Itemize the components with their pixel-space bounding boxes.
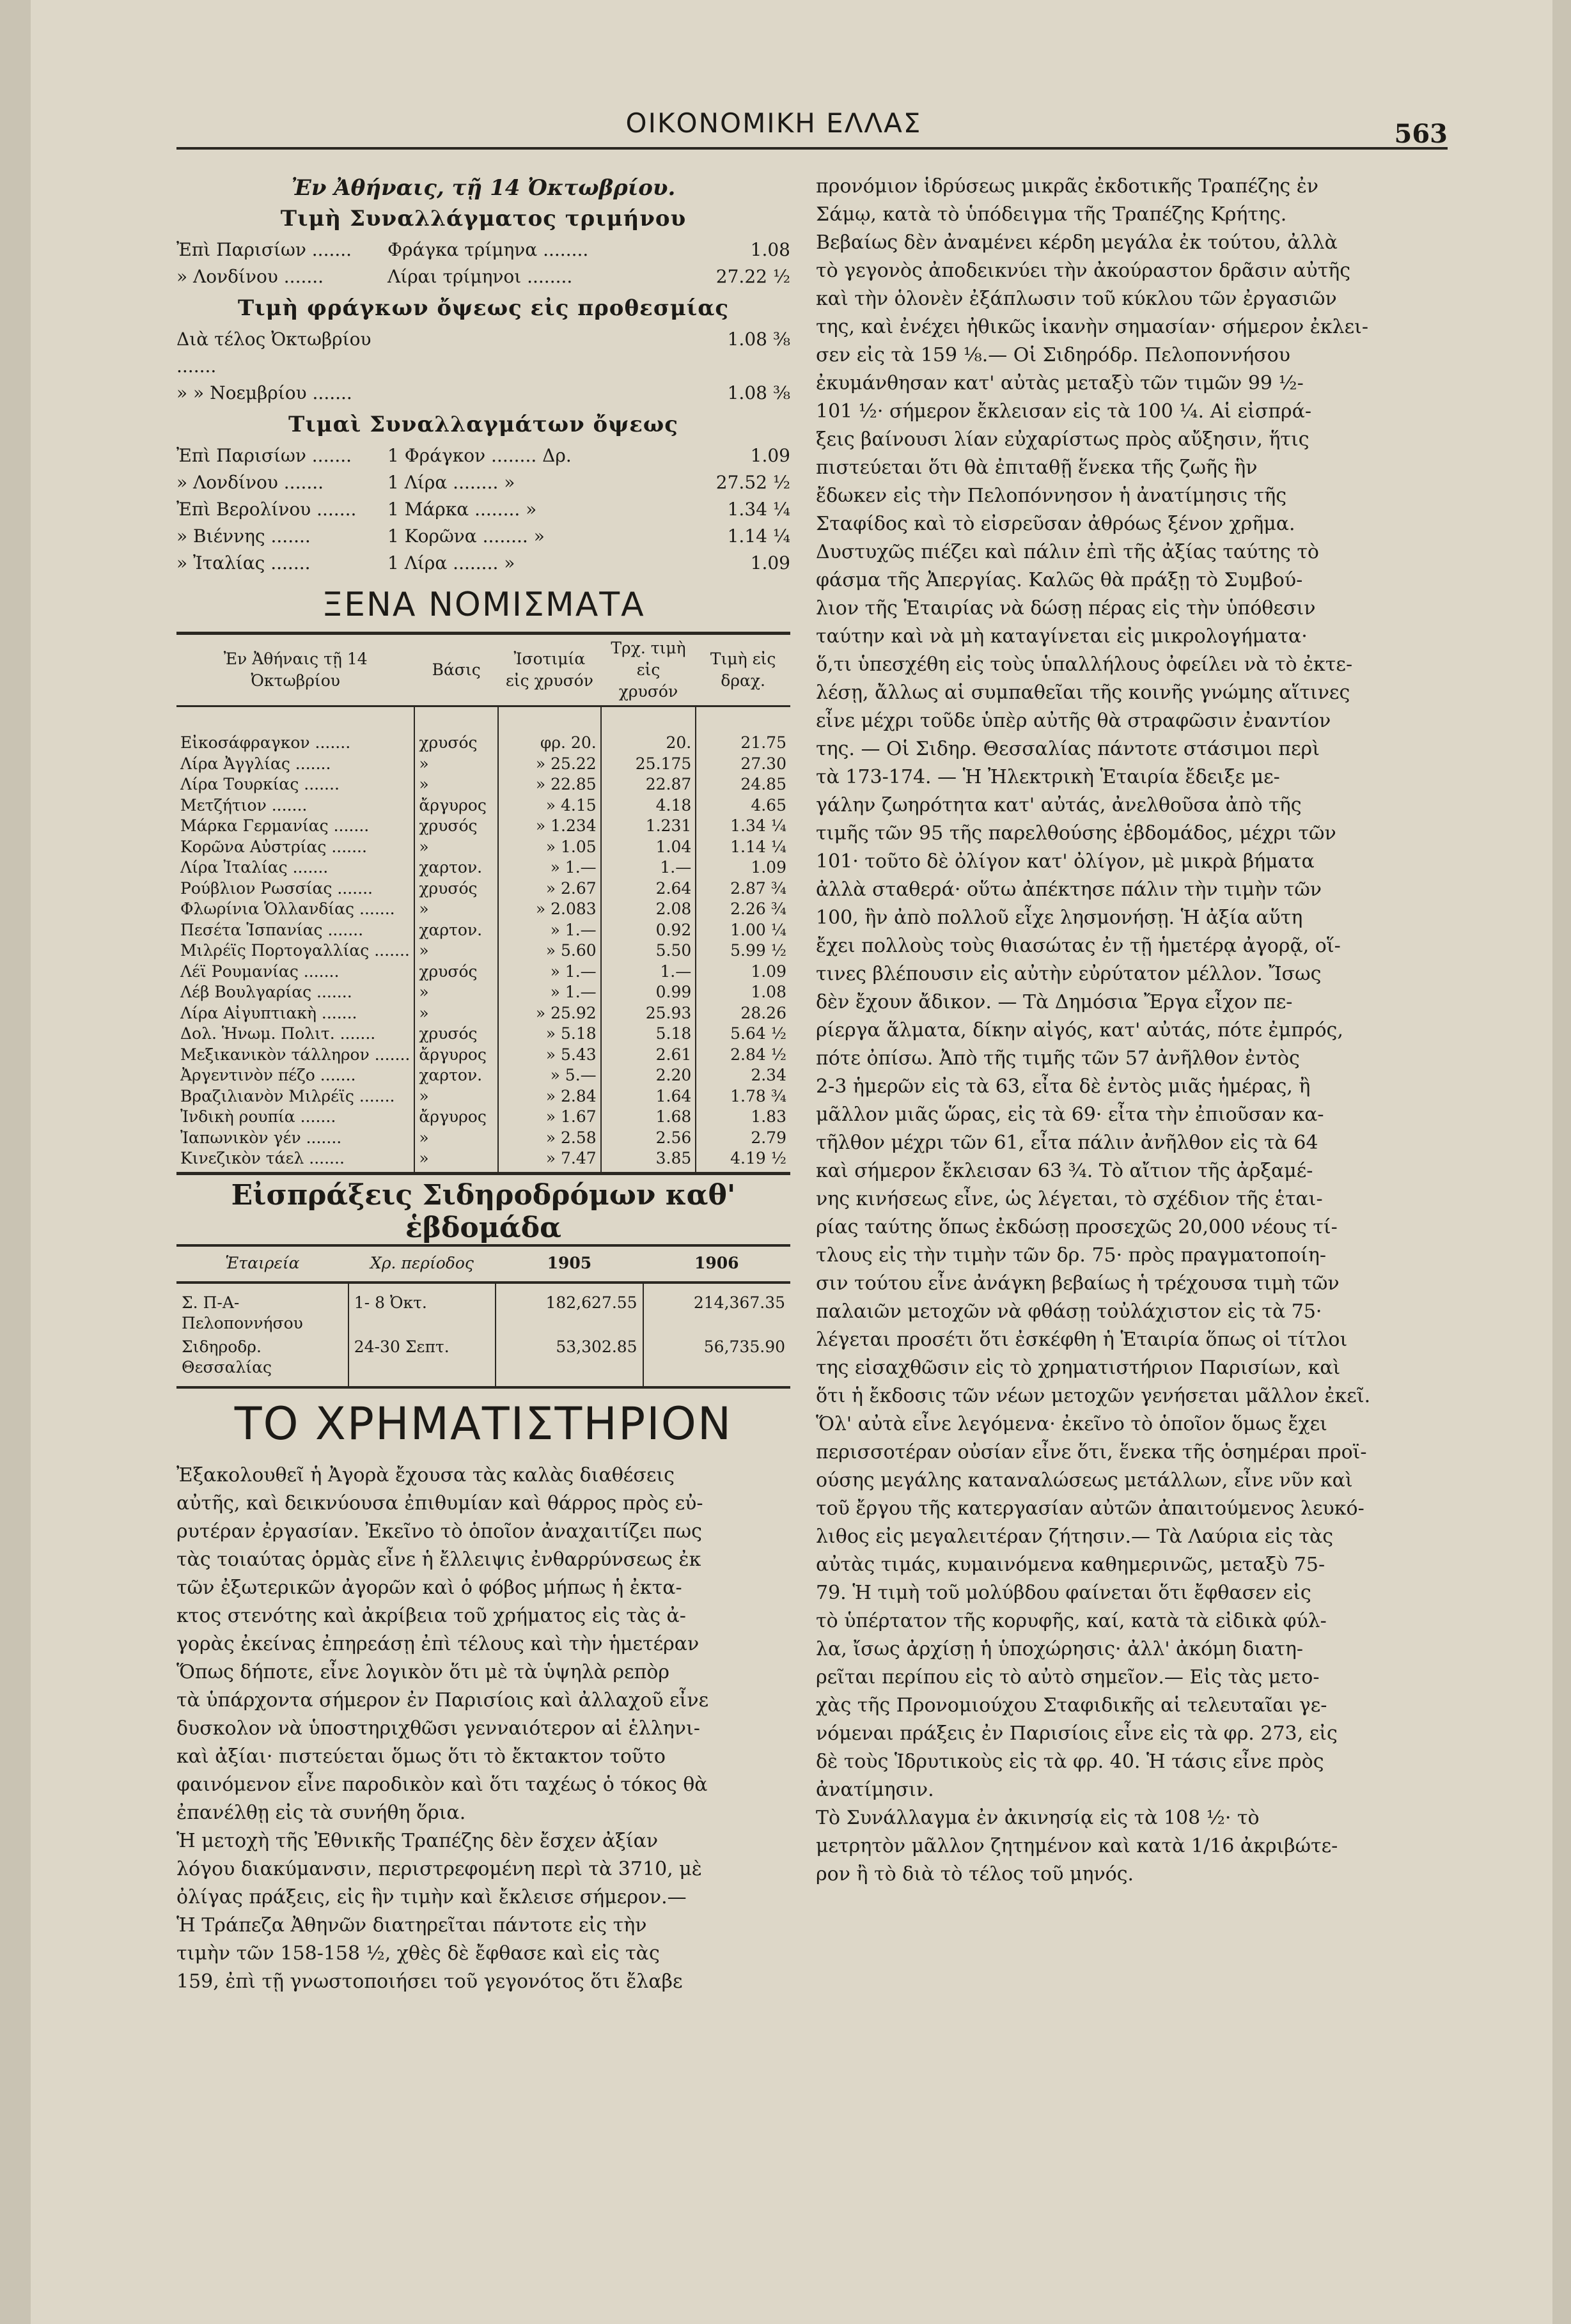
text-line: αὐτῆς, καὶ δεικνύουσα ἐπιθυμίαν καὶ θάρρος πρὸς εὐ- xyxy=(176,1492,703,1515)
table-cell: » xyxy=(414,754,498,775)
text-line: 101 ½· σήμερον ἔκλεισαν εἰς τὰ 100 ¼. Αἱ εἰσπρά- xyxy=(816,400,1312,423)
text-line: Σάμῳ, κατὰ τὸ ὑπόδειγμα τῆς Τραπέζης Κρήτης. xyxy=(816,203,1287,226)
rate-unit: 1 Κορῶνα ........ » xyxy=(387,526,545,547)
table-cell: Σ. Π-Α-Πελοποννήσου xyxy=(182,1293,303,1332)
text-line: της. — Οἱ Σιδηρ. Θεσσαλίας πάντοτε στάσιμοι περὶ xyxy=(816,738,1320,760)
rate-unit xyxy=(387,326,682,380)
text-line: ὅ,τι ὑπεσχέθη εἰς τοὺς ὑπαλλήλους ὀφείλει νὰ τὸ ἐκτε- xyxy=(816,653,1353,676)
text-line: Βεβαίως δὲν ἀναμένει κέρδη μεγάλα ἐκ τούτου, ἀλλὰ xyxy=(816,231,1338,254)
table-cell: 2.84 ½ xyxy=(696,1045,790,1066)
currency-name-cell: Ἰνδικὴ ρουπία ....... xyxy=(180,1107,336,1126)
text-line: ταύτην καὶ νὰ μὴ καταγίνεται εἰς μικρολογήματα· xyxy=(816,625,1308,648)
text-line: τοῦ ἔργου τῆς κατεργασίαν αὐτῶν ἀπαιτούμενος λευκό- xyxy=(816,1497,1364,1520)
table-cell: 2.20 xyxy=(601,1065,696,1086)
table-cell: 1.09 xyxy=(696,857,790,878)
table-cell: 1.14 ¼ xyxy=(696,837,790,858)
text-line: τὸ ὑπέρτατον τῆς κορυφῆς, καί, κατὰ τὰ εἰδικὰ φύλ- xyxy=(816,1610,1327,1632)
rate-place: » » Νοεμβρίου ....... xyxy=(176,382,352,403)
table-cell: » 1.— xyxy=(498,920,601,941)
table-cell: 2.64 xyxy=(601,878,696,900)
rate-unit: Λίραι τρίμηνοι ........ xyxy=(387,266,573,287)
table-cell: 1.04 xyxy=(601,837,696,858)
rate-value: 27.22 ½ xyxy=(715,266,790,287)
table-row xyxy=(176,1107,790,1128)
text-line: δὲν ἔχουν ἄδικον. — Τὰ Δημόσια Ἔργα εἶχον πε- xyxy=(816,991,1293,1013)
table-cell: 56,735.90 xyxy=(643,1336,790,1387)
currency-name-cell: Κινεζικὸν τάελ ....... xyxy=(180,1149,345,1167)
column-header: 1905 xyxy=(496,1245,643,1283)
currency-name-cell: Κορῶνα Αὐστρίας ....... xyxy=(180,837,367,856)
table-row xyxy=(176,816,790,837)
text-line: ἔδωκεν εἰς τὴν Πελοπόννησον ἡ ἀνατίμησις τῆς xyxy=(816,485,1287,507)
table-cell: » 1.— xyxy=(498,962,601,983)
text-line: λιον τῆς Ἑταιρίας νὰ δώσῃ πέρας εἰς τὴν ὑπόθεσιν xyxy=(816,597,1316,620)
table-cell: » 2.67 xyxy=(498,878,601,900)
table-cell: » xyxy=(414,982,498,1003)
text-line: τλους εἰς τὴν τιμὴν τῶν δρ. 75· πρὸς πραγματοποίη- xyxy=(816,1244,1327,1267)
currency-name-cell: Δολ. Ἡνωμ. Πολιτ. ....... xyxy=(180,1024,376,1043)
stock-exchange-article xyxy=(176,1462,790,1996)
rate-value: 1.08 xyxy=(750,239,790,260)
rate-row xyxy=(176,263,790,290)
text-line: τινες βλέπουσιν εἰς αὐτὴν εὐρύτατον μέλλον. Ἴσως xyxy=(816,963,1322,985)
rate-row xyxy=(387,523,790,550)
table-cell: χρυσός xyxy=(414,1024,498,1045)
rate-place: Ἐπὶ Βερολίνου ....... xyxy=(176,499,357,520)
table-cell: » 25.92 xyxy=(498,1003,601,1024)
text-line: ρίεργα ἅλματα, δίκην αἰγός, κατ' αὐτάς, πότε ἐμπρός, xyxy=(816,1019,1343,1041)
stock-exchange-title: ΤΟ ΧΡΗΜΑΤΙΣΤΗΡΙΟΝ xyxy=(234,1397,733,1450)
table-cell: φρ. 20. xyxy=(498,706,601,754)
text-line: δὲ τοὺς Ἱδρυτικοὺς εἰς τὰ φρ. 40. Ἡ τάσις εἶνε πρὸς xyxy=(816,1751,1324,1773)
table-cell: χαρτον. xyxy=(414,1065,498,1086)
sight-rates xyxy=(176,442,790,577)
table-cell: 1.83 xyxy=(696,1107,790,1128)
table-cell: » xyxy=(414,837,498,858)
text-line: τὸ γεγονὸς ἀποδεικνύει τὴν ἀκούραστον δρᾶσιν αὐτῆς xyxy=(816,260,1351,282)
text-line: Σταφίδος καὶ τὸ εἰσρεῦσαν ἀθρόως ξένον χρῆμα. xyxy=(816,513,1295,535)
text-line: γορὰς ἐκείνας ἐπηρεάσῃ ἐπὶ τέλους καὶ τὴν ἡμετέραν xyxy=(176,1632,700,1655)
table-cell: 25.175 xyxy=(601,754,696,775)
currency-name-cell: Εἰκοσάφραγκον ....... xyxy=(180,733,351,752)
text-line: τῆλθον μέχρι τῶν 61, εἶτα πάλιν ἀνῆλθον εἰς τὰ 64 xyxy=(816,1132,1318,1154)
text-line: ὀλίγας πράξεις, εἰς ἣν τιμὴν καὶ ἔκλεισε σήμερον.— xyxy=(176,1885,687,1908)
text-line: 101· τοῦτο δὲ ὀλίγον κατ' ὀλίγον, μὲ μικρὰ βήματα xyxy=(816,850,1315,873)
text-line: λιθος εἰς μεγαλειτέραν ζήτησιν.— Τὰ Λαύρια εἰς τὰς xyxy=(816,1525,1334,1548)
text-line: νης κινήσεως εἶνε, ὡς λέγεται, τὸ σχέδιον τῆς ἑται- xyxy=(816,1188,1323,1210)
table-cell: » 2.083 xyxy=(498,899,601,920)
text-line: της, καὶ ἐνέχει ἠθικῶς ἱκανὴν σημασίαν· σήμερον ἐκλει- xyxy=(816,316,1369,338)
sight-rate-values xyxy=(387,442,790,577)
foreign-currency-table xyxy=(176,632,790,1172)
table-cell: 24.85 xyxy=(696,774,790,795)
table-cell: 2.61 xyxy=(601,1045,696,1066)
text-line: τιμῆς τῶν 95 τῆς παρελθούσης ἑβδομάδος, μέχρι τῶν xyxy=(816,822,1336,845)
text-line: καὶ τὴν ὁλονὲν ἐξάπλωσιν τοῦ κύκλου τῶν ἐργασιῶν xyxy=(816,288,1337,310)
table-cell: » 2.58 xyxy=(498,1128,601,1149)
rate-unit: Φράγκα τρίμηνα ........ xyxy=(387,239,589,260)
currency-name-cell: Μετζήτιον ....... xyxy=(180,795,308,815)
table-cell: » 1.234 xyxy=(498,816,601,837)
text-line: ξεις βαίνουσι λίαν εὐχαρίστως πρὸς αὔξησιν, ἥτις xyxy=(816,428,1309,451)
table-cell: 1.09 xyxy=(696,962,790,983)
newspaper-page xyxy=(31,0,1552,2324)
right-column xyxy=(816,173,1448,1889)
table-cell: 1- 8 Ὀκτ. xyxy=(348,1283,496,1336)
text-line: ἔχει πολλοὺς τοὺς θιασώτας ἐν τῇ ἡμετέρᾳ ἀγορᾷ, οἵ- xyxy=(816,935,1341,957)
rate-unit: 1 Λίρα ........ » xyxy=(387,472,515,493)
text-line: 79. Ἡ τιμὴ τοῦ μολύβδου φαίνεται ὅτι ἔφθασεν εἰς xyxy=(816,1582,1311,1604)
text-line: ρεῖται περίπου εἰς τὸ αὐτὸ σημεῖον.— Εἰς τὰς μετο- xyxy=(816,1666,1320,1688)
table-cell: 5.64 ½ xyxy=(696,1024,790,1045)
rate-place: » Λονδίνου ....... xyxy=(176,472,324,493)
text-line: μετρητὸν μᾶλλον ζητημένον καὶ κατὰ 1/16 ἀκριβώτε- xyxy=(816,1835,1338,1857)
table-cell: χρυσός xyxy=(414,962,498,983)
article-continuation xyxy=(816,173,1448,1889)
currency-name-cell: Μεξικανικὸν τάλληρον ....... xyxy=(180,1045,410,1064)
table-cell: 2.34 xyxy=(696,1065,790,1086)
table-row xyxy=(176,1148,790,1172)
currency-name-cell: Λίρα Τουρκίας ....... xyxy=(180,775,340,793)
table-row xyxy=(176,1003,790,1024)
text-line: καὶ ἀξίαι· πιστεύεται ὅμως ὅτι τὸ ἔκτακτον τοῦτο xyxy=(176,1745,666,1768)
text-line: ἐκυμάνθησαν κατ' αὐτὰς μεταξὺ τῶν τιμῶν 99 ½- xyxy=(816,372,1304,394)
text-line: τὰ 173-174. — Ἡ Ἠλεκτρικὴ Ἑταιρία ἔδειξε με- xyxy=(816,766,1280,788)
table-cell: ἄργυρος xyxy=(414,795,498,816)
rate-row xyxy=(387,496,790,523)
text-line: Ἡ μετοχὴ τῆς Ἐθνικῆς Τραπέζης δὲν ἔσχεν ἀξίαν xyxy=(176,1829,659,1852)
table-cell: 1.231 xyxy=(601,816,696,837)
rate-place: Διὰ τέλος Ὀκτωβρίου ....... xyxy=(176,329,371,377)
text-line: τῶν ἐξωτερικῶν ἀγορῶν καὶ ὁ φόβος μήπως ἡ ἐκτα- xyxy=(176,1576,682,1599)
rate-row xyxy=(387,550,790,577)
text-line: Ἐξακολουθεῖ ἡ Ἀγορὰ ἔχουσα τὰς καλὰς διαθέσεις xyxy=(176,1463,675,1486)
table-cell: » 22.85 xyxy=(498,774,601,795)
rate-value: 1.09 xyxy=(750,552,790,573)
table-cell: 20. xyxy=(601,706,696,754)
rate-unit: 1 Φράγκον ........ Δρ. xyxy=(387,445,572,466)
text-line: πότε ὀπίσω. Ἀπὸ τῆς τιμῆς τῶν 57 ἀνῆλθον ἐντὸς xyxy=(816,1047,1300,1070)
table-cell: 0.99 xyxy=(601,982,696,1003)
table-cell: » xyxy=(414,1128,498,1149)
currency-name-cell: Βραζιλιανὸν Μιλρέϊς ....... xyxy=(180,1086,395,1105)
table-cell: 24-30 Σεπτ. xyxy=(348,1336,496,1387)
currency-name-cell: Λέβ Βουλγαρίας ....... xyxy=(180,983,352,1001)
rate-row xyxy=(176,326,790,380)
table-cell: » xyxy=(414,940,498,962)
table-cell: 214,367.35 xyxy=(643,1283,790,1336)
rate-value: 27.52 ½ xyxy=(715,472,790,493)
table-cell: » 5.— xyxy=(498,1065,601,1086)
table-cell: χαρτον. xyxy=(414,920,498,941)
column-header: Χρ. περίοδος xyxy=(348,1245,496,1283)
rate-row xyxy=(387,469,790,496)
table-cell: » 7.47 xyxy=(498,1148,601,1172)
table-row xyxy=(176,899,790,920)
foreign-currency-rows xyxy=(176,706,790,1172)
text-line: της εἰσαχθῶσιν εἰς τὸ χρηματιστήριον Παρισίων, καὶ xyxy=(816,1357,1341,1379)
text-line: κτος στενότης καὶ ἀκρίβεια τοῦ χρήματος εἰς τὰς ἀ- xyxy=(176,1604,686,1627)
railway-receipts-rows xyxy=(176,1283,790,1387)
section-subhead: Τιμὴ φράγκων ὄψεως εἰς προθεσμίας xyxy=(237,295,730,321)
table-row xyxy=(176,1024,790,1045)
rate-value: 1.08 ⅜ xyxy=(727,382,790,403)
text-line: Ὅπως δήποτε, εἶνε λογικὸν ὅτι μὲ τὰ ὑψηλὰ ρεπὸρ xyxy=(176,1660,670,1683)
section-subhead: Τιμαὶ Συναλλαγμάτων ὄψεως xyxy=(288,412,678,437)
table-cell: 1.— xyxy=(601,962,696,983)
rate-place: » Βιέννης ....... xyxy=(176,526,311,547)
column-header: Ἑταιρεία xyxy=(176,1245,348,1283)
table-cell: 0.92 xyxy=(601,920,696,941)
column-header: Ἰσοτιμία εἰς χρυσόν xyxy=(498,634,601,706)
table-cell: 1.34 ¼ xyxy=(696,816,790,837)
text-line: τιμὴν τῶν 158-158 ½, χθὲς δὲ ἔφθασε καὶ εἰς τὰς xyxy=(176,1942,660,1965)
text-line: νόμεναι πράξεις ἐν Παρισίοις εἶνε εἰς τὰ φρ. 273, εἰς xyxy=(816,1722,1338,1745)
table-row xyxy=(176,1283,790,1336)
column-header: Ἐν Ἀθήναις τῇ 14 Ὀκτωβρίου xyxy=(176,634,414,706)
table-cell: » 5.43 xyxy=(498,1045,601,1066)
text-line: 159, ἐπὶ τῇ γνωστοποιήσει τοῦ γεγονότος ὅτι ἔλαβε xyxy=(176,1970,683,1993)
text-line: καὶ σήμερον ἔκλεισαν 63 ¾. Τὸ αἴτιον τῆς ἀρξαμέ- xyxy=(816,1160,1313,1182)
text-line: τὰ ὑπάρχοντα σήμερον ἐν Παρισίοις καὶ ἀλλαχοῦ εἶνε xyxy=(176,1688,709,1712)
table-row xyxy=(176,837,790,858)
table-cell: 4.19 ½ xyxy=(696,1148,790,1172)
table-row xyxy=(176,795,790,816)
currency-name-cell: Πεσέτα Ἱσπανίας ....... xyxy=(180,920,364,939)
currency-name-cell: Μάρκα Γερμανίας ....... xyxy=(180,816,370,835)
text-line: ρον ἢ τὸ διὰ τὸ τέλος τοῦ μηνός. xyxy=(816,1863,1134,1885)
table-row xyxy=(176,940,790,962)
sight-rate-places xyxy=(176,442,387,577)
table-cell: 5.99 ½ xyxy=(696,940,790,962)
table-cell: Σιδηροδρ. Θεσσαλίας xyxy=(176,1336,348,1387)
table-cell: » 2.84 xyxy=(498,1086,601,1107)
currency-name-cell: Λίρα Αἰγυπτιακὴ ....... xyxy=(180,1003,357,1022)
table-cell: 2.79 xyxy=(696,1128,790,1149)
table-cell: 2.56 xyxy=(601,1128,696,1149)
running-title: ΟΙΚΟΝΟΜΙΚΗ ΕΛΛΑΣ xyxy=(625,107,922,139)
table-cell: ἄργυρος xyxy=(414,1107,498,1128)
currency-name-cell: Φλωρίνια Ὁλλανδίας ....... xyxy=(180,900,395,918)
text-line: ὅτι ἡ ἔκδοσις τῶν νέων μετοχῶν γενήσεται μᾶλλον ἐκεῖ. xyxy=(816,1385,1371,1407)
table-cell: » 1.67 xyxy=(498,1107,601,1128)
table-row xyxy=(176,1128,790,1149)
table-cell: 25.93 xyxy=(601,1003,696,1024)
text-line: λέσῃ, ἄλλως αἱ συμπαθεῖαι τῆς κοινῆς γνώμης αἵτινες xyxy=(816,682,1350,704)
table-cell: » 5.60 xyxy=(498,940,601,962)
table-row xyxy=(176,920,790,941)
table-cell: χρυσός xyxy=(414,816,498,837)
table-row xyxy=(176,857,790,878)
text-line: λα, ἴσως ἀρχίσῃ ἡ ὑποχώρησις· ἀλλ' ἀκόμη διατη- xyxy=(816,1638,1304,1660)
text-line: 2-3 ἡμερῶν εἰς τὰ 63, εἶτα δὲ ἐντὸς μιᾶς ἡμέρας, ἢ xyxy=(816,1075,1311,1098)
currency-name-cell: Λέϊ Ρουμανίας ....... xyxy=(180,962,340,981)
text-line: ούσης μεγάλης καταναλώσεως μετάλλων, εἶνε νῦν καὶ xyxy=(816,1469,1353,1492)
table-cell: 4.65 xyxy=(696,795,790,816)
text-line: ρίας ταύτης ὅπως ἐκδώσῃ προσεχῶς 20,000 νέους τί- xyxy=(816,1216,1338,1238)
text-line: 100, ἣν ἀπὸ πολλοῦ εἶχε λησμονήσῃ. Ἡ ἀξία αὕτη xyxy=(816,907,1303,929)
page-number: 563 xyxy=(1394,119,1448,149)
text-line: ἐπανέλθῃ εἰς τὰ συνήθη ὅρια. xyxy=(176,1801,466,1824)
table-cell: » 25.22 xyxy=(498,754,601,775)
table-cell: 1.00 ¼ xyxy=(696,920,790,941)
text-line: σιν τούτου εἶνε ἀνάγκη βεβαίως ἡ τρέχουσα τιμὴ τῶν xyxy=(816,1272,1340,1295)
text-line: προνόμιον ἱδρύσεως μικρᾶς ἐκδοτικῆς Τραπέζης ἐν xyxy=(816,175,1319,198)
text-line: σεν εἰς τὰ 159 ⅛.— Οἱ Σιδηρόδρ. Πελοποννήσου xyxy=(816,344,1290,366)
currency-name-cell: Λίρα Ἀγγλίας ....... xyxy=(180,754,331,773)
table-cell: 21.75 xyxy=(696,706,790,754)
text-line: Δυστυχῶς πιέζει καὶ πάλιν ἐπὶ τῆς ἀξίας ταύτης τὸ xyxy=(816,541,1319,563)
text-line: ἀνατίμησιν. xyxy=(816,1779,934,1801)
rate-value: 1.09 xyxy=(750,445,790,466)
railway-receipts-title: Εἰσπράξεις Σιδηροδρόμων καθ' ἑβδομάδα xyxy=(176,1172,790,1244)
text-line: μᾶλλον μιᾶς ὥρας, εἰς τὰ 69· εἶτα τὴν ἐπιοῦσαν κα- xyxy=(816,1104,1324,1126)
rate-place: » Ἰταλίας ....... xyxy=(176,552,311,573)
left-column xyxy=(176,173,790,1996)
table-cell: » 4.15 xyxy=(498,795,601,816)
rate-row xyxy=(176,237,790,263)
rate-unit xyxy=(387,380,682,407)
table-cell: » 1.05 xyxy=(498,837,601,858)
table-row xyxy=(176,1086,790,1107)
rate-unit: 1 Μάρκα ........ » xyxy=(387,499,537,520)
text-line: χὰς τῆς Προνομιούχου Σταφιδικῆς αἱ τελευταῖαι γε- xyxy=(816,1694,1327,1717)
table-row xyxy=(176,878,790,900)
table-cell: 27.30 xyxy=(696,754,790,775)
text-line: τὰς τοιαύτας ὁρμὰς εἶνε ἡ ἔλλειψις ἐνθαρρύνσεως ἐκ xyxy=(176,1548,701,1571)
rate-row xyxy=(387,442,790,469)
table-row xyxy=(176,1065,790,1086)
table-cell: » xyxy=(414,774,498,795)
text-line: φάσμα τῆς Ἀπεργίας. Καλῶς θὰ πράξῃ τὸ Συμβού- xyxy=(816,569,1303,591)
table-row xyxy=(176,1336,790,1387)
table-cell: 53,302.85 xyxy=(496,1336,643,1387)
table-cell: 2.26 ¾ xyxy=(696,899,790,920)
column-header: 1906 xyxy=(643,1245,790,1283)
text-line: παλαιῶν μετοχῶν νὰ φθάσῃ τοὐλάχιστον εἰς τὰ 75· xyxy=(816,1300,1322,1323)
text-line: εἶνε μέχρι τοῦδε ὑπὲρ αὐτῆς θὰ στραφῶσιν ἐναντίον xyxy=(816,710,1331,732)
text-line: Ὅλ' αὐτὰ εἶνε λεγόμενα· ἐκεῖνο τὸ ὁποῖον ὅμως ἔχει xyxy=(816,1413,1327,1435)
table-cell: 1.08 xyxy=(696,982,790,1003)
text-line: ἀλλὰ σταθερά· οὕτω ἀπέκτησε πάλιν τὴν τιμὴν τῶν xyxy=(816,878,1322,901)
column-header: Βάσις xyxy=(414,634,498,706)
table-row xyxy=(176,706,790,754)
page-content xyxy=(176,102,1448,1993)
text-line: ρυτέραν ἐργασίαν. Ἐκεῖνο τὸ ὁποῖον ἀναχαιτίζει πως xyxy=(176,1520,702,1543)
table-cell: » xyxy=(414,899,498,920)
table-cell: » 1.— xyxy=(498,982,601,1003)
currency-name-cell: Μιλρέϊς Πορτογαλλίας ....... xyxy=(180,941,410,960)
rate-value: 1.08 ⅜ xyxy=(727,329,790,350)
table-cell: χρυσός xyxy=(414,878,498,900)
table-header-row xyxy=(176,634,790,706)
table-cell: 2.87 ¾ xyxy=(696,878,790,900)
rate-place: Ἐπὶ Παρισίων ....... xyxy=(176,239,352,260)
foreign-currencies-title: ΞΕΝΑ ΝΟΜΙΣΜΑΤΑ xyxy=(322,586,645,624)
rate-value: 1.14 ¼ xyxy=(727,526,790,547)
table-cell: 22.87 xyxy=(601,774,696,795)
running-head xyxy=(176,102,1448,150)
table-cell: 1.64 xyxy=(601,1086,696,1107)
currency-name-cell: Ρούβλιον Ρωσσίας ....... xyxy=(180,878,373,898)
table-row xyxy=(176,774,790,795)
column-header: Τρχ. τιμὴ εἰς χρυσόν xyxy=(601,634,696,706)
text-line: πιστεύεται ὅτι θὰ ἐπιταθῇ ἕνεκα τῆς ζωῆς ἣν xyxy=(816,456,1258,479)
table-header-row xyxy=(176,1245,790,1283)
table-row xyxy=(176,982,790,1003)
table-cell: » xyxy=(414,1003,498,1024)
table-cell: 28.26 xyxy=(696,1003,790,1024)
table-cell: χρυσός xyxy=(414,706,498,754)
table-cell: » xyxy=(414,1148,498,1172)
rate-unit: 1 Λίρα ........ » xyxy=(387,552,515,573)
date-heading: Ἐν Ἀθήναις, τῇ 14 Ὀκτωβρίου. xyxy=(291,175,676,201)
table-row xyxy=(176,962,790,983)
table-cell: 1.68 xyxy=(601,1107,696,1128)
text-line: γάλην ζωηρότητα κατ' αὐτάς, ἀνελθοῦσα ἀπὸ τῆς xyxy=(816,794,1302,816)
text-line: λόγου διακύμανσιν, περιστρεφομένη περὶ τὰ 3710, μὲ xyxy=(176,1857,702,1880)
table-cell: 5.50 xyxy=(601,940,696,962)
table-cell: 3.85 xyxy=(601,1148,696,1172)
table-cell: 1.78 ¾ xyxy=(696,1086,790,1107)
table-cell: » 1.— xyxy=(498,857,601,878)
text-line: λέγεται προσέτι ὅτι ἐσκέφθη ἡ Ἑταιρία ὅπως οἱ τίτλοι xyxy=(816,1329,1348,1351)
rate-place: » Λονδίνου ....... xyxy=(176,266,324,287)
table-cell: 5.18 xyxy=(601,1024,696,1045)
rate-row xyxy=(176,380,790,407)
table-cell: » 5.18 xyxy=(498,1024,601,1045)
text-line: περισσοτέραν οὐσίαν εἶνε ὅτι, ἕνεκα τῆς ὁσημέραι προϊ- xyxy=(816,1441,1367,1463)
currency-name-cell: Ἰαπωνικὸν γέν ....... xyxy=(180,1128,342,1147)
column-header: Τιμὴ εἰς δραχ. xyxy=(696,634,790,706)
currency-name-cell: Ἀργεντινὸν πέζο ....... xyxy=(180,1066,356,1084)
table-cell: 1.— xyxy=(601,857,696,878)
text-line: αὐτὰς τιμάς, κυμαινόμενα καθημερινῶς, μεταξὺ 75- xyxy=(816,1554,1325,1576)
table-cell: » xyxy=(414,1086,498,1107)
table-row xyxy=(176,1045,790,1066)
text-line: φαινόμενον εἶνε παροδικὸν καὶ ὅτι ταχέως ὁ τόκος θὰ xyxy=(176,1773,708,1796)
text-line: δυσκολον νὰ ὑποστηριχθῶσι γενναιότερον αἱ ἑλληνι- xyxy=(176,1717,700,1740)
rate-place: Ἐπὶ Παρισίων ....... xyxy=(176,445,352,466)
rate-value: 1.34 ¼ xyxy=(727,499,790,520)
text-line: Ἡ Τράπεζα Ἀθηνῶν διατηρεῖται πάντοτε εἰς τὴν xyxy=(176,1914,647,1937)
table-cell: 2.08 xyxy=(601,899,696,920)
section-subhead: Τιμὴ Συναλλάγματος τριμήνου xyxy=(280,206,687,231)
table-cell: ἄργυρος xyxy=(414,1045,498,1066)
table-cell: 182,627.55 xyxy=(496,1283,643,1336)
railway-receipts-table xyxy=(176,1244,790,1389)
currency-name-cell: Λίρα Ἰταλίας ....... xyxy=(180,858,329,877)
table-cell: 4.18 xyxy=(601,795,696,816)
table-cell: χαρτον. xyxy=(414,857,498,878)
table-row xyxy=(176,754,790,775)
text-line: Τὸ Συνάλλαγμα ἐν ἀκινησίᾳ εἰς τὰ 108 ½· τὸ xyxy=(816,1807,1260,1829)
